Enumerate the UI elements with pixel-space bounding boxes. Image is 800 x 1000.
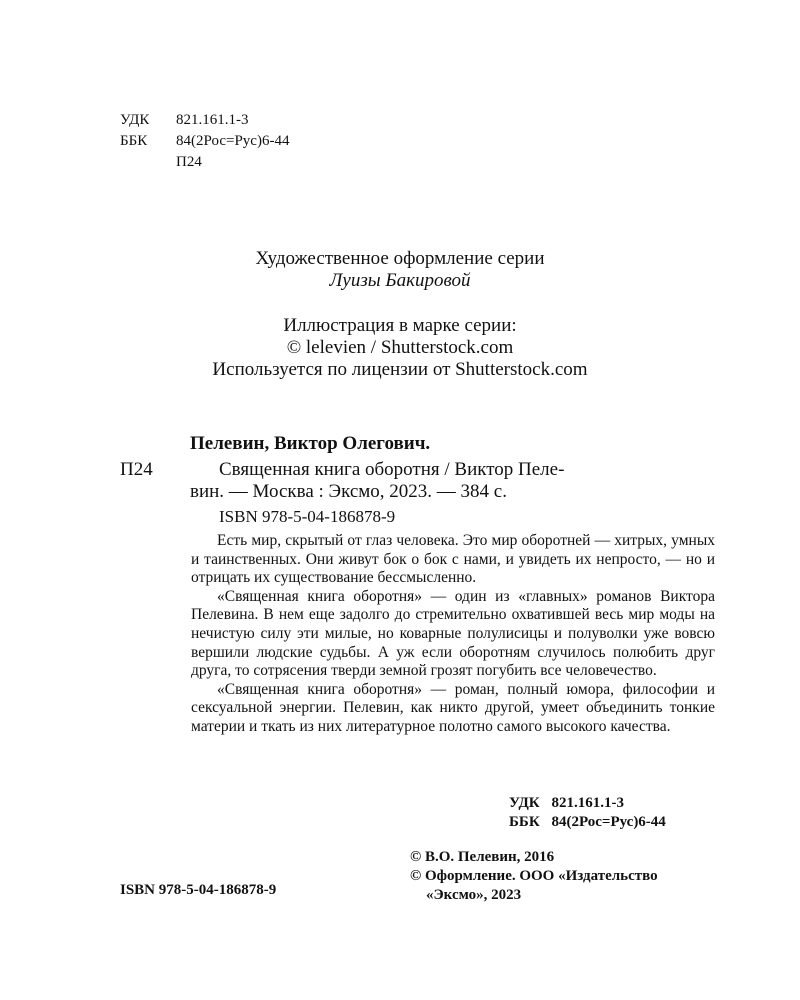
- annotation-paragraph-3: «Священная книга оборотня» — роман, полный юмора, философии и сексуальной энергии. Пелевин, как никто другой, умеет объединить тонкие материи и ткать из них литературное полотно самого высокого качества.: [191, 680, 715, 735]
- design-credit-line: Художественное оформление серии: [255, 248, 545, 269]
- entry-mark: П24: [120, 459, 153, 480]
- classification-top: [120, 110, 289, 173]
- entry-title-line1: Священная книга оборотня / Виктор Пеле-: [219, 459, 565, 480]
- footer-isbn: ISBN 978-5-04-186878-9: [120, 882, 277, 898]
- entry-author: Пелевин, Виктор Олегович.: [190, 433, 431, 454]
- illustration-credit: [0, 315, 800, 381]
- bbk-row: [120, 131, 289, 152]
- copyright-block: [410, 848, 658, 905]
- author-mark-row: [120, 152, 289, 173]
- udk-label: УДК: [120, 112, 150, 128]
- bbk-value: 84(2Рос=Рус)6-44: [176, 133, 290, 149]
- classification-bottom: [509, 794, 666, 832]
- bbk-label-bottom: ББК: [509, 814, 540, 830]
- bbk-value-bottom: 84(2Рос=Рус)6-44: [551, 814, 666, 830]
- copyright-author: © В.О. Пелевин, 2016: [410, 849, 555, 865]
- entry-isbn: ISBN 978-5-04-186878-9: [219, 507, 396, 526]
- copyright-design-line2: «Эксмо», 2023: [426, 887, 522, 903]
- udk-value: 821.161.1-3: [176, 112, 249, 128]
- bbk-label: ББК: [120, 133, 148, 149]
- udk-label-bottom: УДК: [509, 795, 540, 811]
- designer-name: Луизы Бакировой: [329, 270, 471, 291]
- entry-title-line2: вин. — Москва : Эксмо, 2023. — 384 с.: [190, 481, 507, 502]
- annotation-paragraph-1: Есть мир, скрытый от глаз человека. Это мир оборотней — хитрых, умных и таинственных. Они живут бок о бок с нами, и увидеть их непросто, — но и отрицать их существование бессмысленно.: [191, 532, 715, 587]
- design-credit: [0, 248, 800, 292]
- illustration-credit-line1: Иллюстрация в марке серии:: [283, 315, 517, 336]
- annotation-paragraph-2: «Священная книга оборотня» — один из «главных» романов Виктора Пелевина. В нем еще задолго до стремительно охватившей весь мир моды на нечистую силу эти милые, но коварные полулисицы и полуволки уже вовсю вершили людские судьбы. А уж если оборотням случилось полюбить друг друга, то сотрясения тверди земной грозят погубить все человечество.: [191, 587, 715, 680]
- illustration-credit-line3: Используется по лицензии от Shutterstock.com: [212, 359, 588, 380]
- udk-row: [120, 110, 289, 131]
- bbk-row-bottom: [509, 813, 666, 832]
- udk-row-bottom: [509, 794, 666, 813]
- illustration-credit-line2: © lelevien / Shutterstock.com: [286, 337, 514, 358]
- copyright-design-line1: © Оформление. ООО «Издательство: [410, 868, 658, 884]
- author-mark: П24: [176, 154, 202, 170]
- udk-value-bottom: 821.161.1-3: [551, 795, 624, 811]
- annotation: [191, 532, 715, 737]
